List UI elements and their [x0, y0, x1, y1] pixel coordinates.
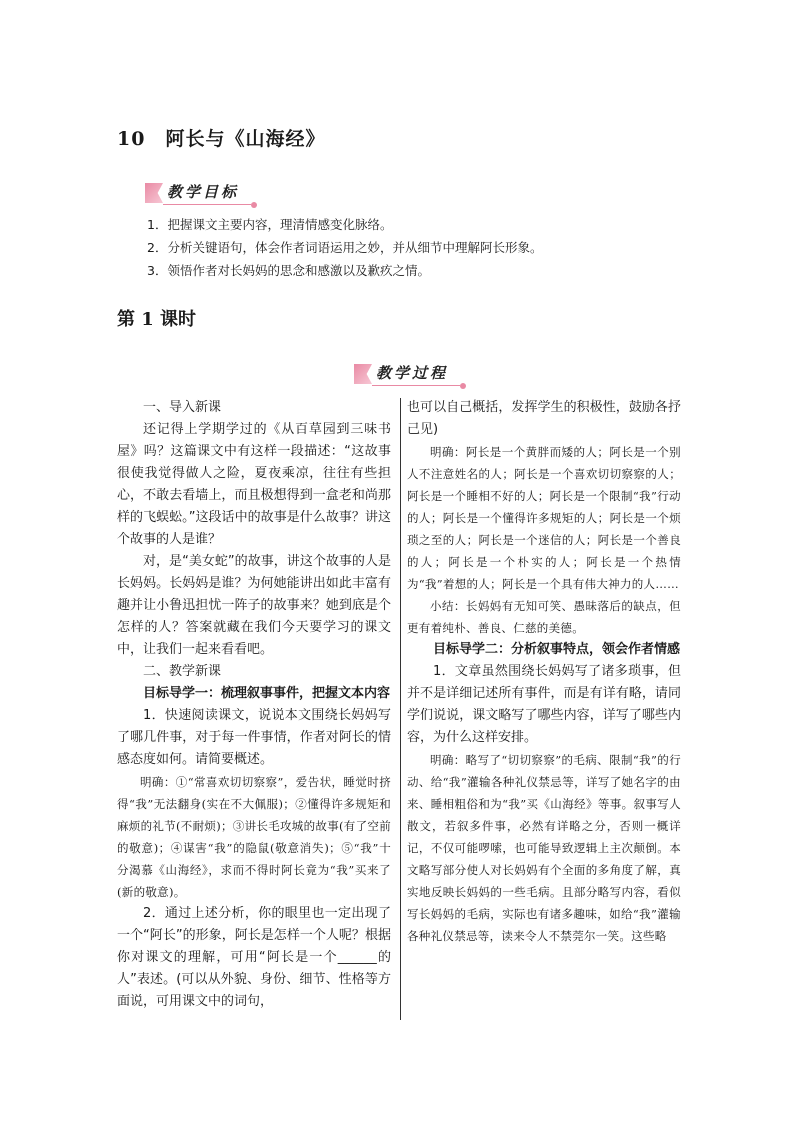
banner-dot-icon [460, 383, 466, 389]
paragraph: 还记得上学期学过的《从百草园到三味书屋》吗？这篇课文中有这样一段描述：“这故事很使我觉得做人之险，夏夜乘凉，往往有些担心，不敢去看墙上，而且极想得到一盒老和尚那样的飞蜈蚣。”这段话中的故事是什么故事？讲这个故事的人是谁？ [117, 422, 391, 547]
objectives-list [147, 213, 542, 282]
lesson-title: 第 1 课时 [117, 309, 197, 330]
right-column [407, 397, 681, 947]
column-divider [400, 398, 401, 1020]
target-heading: 目标导学一：梳理叙事事件，把握文本内容 [143, 686, 391, 701]
banner-flag-icon [354, 364, 372, 384]
paragraph: 对，是“美女蛇”的故事，讲这个故事的人是长妈妈。长妈妈是谁？为何她能讲出如此丰富有趣并让小鲁迅担忧一阵子的故事来？她到底是个怎样的人？答案就藏在我们今天要学习的课文中，让我们一起来看看吧。 [117, 554, 391, 657]
banner-dot-icon [251, 202, 257, 208]
answer: 明确：①“常喜欢切切察察”，爱告状，睡觉时挤得“我”无法翻身(实在不大佩服)；②懂得许多规矩和麻烦的礼节(不耐烦)；③讲长毛攻城的故事(有了空前的敬意)；④谋害“我”的隐鼠(敬意消失)；⑤“我”十分渴慕《山海经》，求而不得时阿长竟为“我”买来了(新的敬意)。 [117, 775, 391, 899]
banner-rule [372, 385, 460, 386]
objectives-banner [145, 181, 251, 205]
chapter-title: 阿长与《山海经》 [165, 128, 326, 150]
objectives-banner-label: 教学目标 [167, 183, 240, 201]
answer: 明确：略写了“切切察察”的毛病、限制“我”的行动、给“我”灌输各种礼仪禁忌等，详写了她名字的由来、睡相粗俗和为“我”买《山海经》等事。叙事写人散文，若叙多件事，必然有详略之分，否则一概详记，不仅可能啰嗦，也可能导致逻辑上主次颠倒。本文略写部分使人对长妈妈有个全面的多角度了解，真实地反映长妈妈的一些毛病。且部分略写内容，看似写长妈妈的毛病，实际也有诸多趣味，如给“我”灌输各种礼仪禁忌等，读来令人不禁莞尔一笑。这些略 [407, 753, 681, 943]
answer: 明确：阿长是一个黄胖而矮的人；阿长是一个别人不注意姓名的人；阿长是一个喜欢切切察察的人；阿长是一个睡相不好的人；阿长是一个限制“我”行动的人；阿长是一个懂得许多规矩的人；阿长是一个烦琐之至的人；阿长是一个迷信的人；阿长是一个善良的人；阿长是一个朴实的人；阿长是一个热情为“我”着想的人；阿长是一个具有伟大神力的人…… [407, 445, 681, 591]
section-heading: 二、教学新课 [143, 664, 222, 679]
section-heading: 一、导入新课 [143, 400, 222, 415]
banner-flag-icon [145, 183, 163, 203]
question: 2．通过上述分析，你的眼里也一定出现了一个“阿长”的形象，阿长是怎样一个人呢？根据你对课文的理解，可用“阿长是一个______的人”表述。(可以从外貌、身份、细节、性格等方面说，可用课文中的词句， [117, 906, 391, 1009]
summary: 小结：长妈妈有无知可笑、愚昧落后的缺点，但更有着纯朴、善良、仁慈的美德。 [407, 599, 681, 635]
banner-rule [163, 204, 251, 205]
question: 1．快速阅读课文，说说本文围绕长妈妈写了哪几件事，对于每一件事情，作者对阿长的情感态度如何。请简要概述。 [117, 708, 391, 767]
question: 1．文章虽然围绕长妈妈写了诸多琐事，但并不是详细记述所有事件，而是有详有略，请同学们说说，课文略写了哪些内容，详写了哪些内容，为什么这样安排。 [407, 664, 681, 745]
objective-item: 2．分析关键语句，体会作者词语运用之妙，并从细节中理解阿长形象。 [147, 240, 543, 255]
target-heading: 目标导学二：分析叙事特点，领会作者情感 [433, 642, 681, 657]
process-banner-label: 教学过程 [376, 364, 449, 382]
process-banner [354, 362, 460, 386]
objective-item: 3．领悟作者对长妈妈的思念和感激以及歉疚之情。 [147, 263, 430, 278]
left-column [117, 397, 391, 1013]
chapter-number: 10 [117, 128, 146, 150]
chapter-heading [117, 124, 325, 151]
objective-item: 1．把握课文主要内容，理清情感变化脉络。 [147, 217, 393, 232]
paragraph: 也可以自己概括，发挥学生的积极性，鼓励各抒己见) [407, 400, 681, 437]
